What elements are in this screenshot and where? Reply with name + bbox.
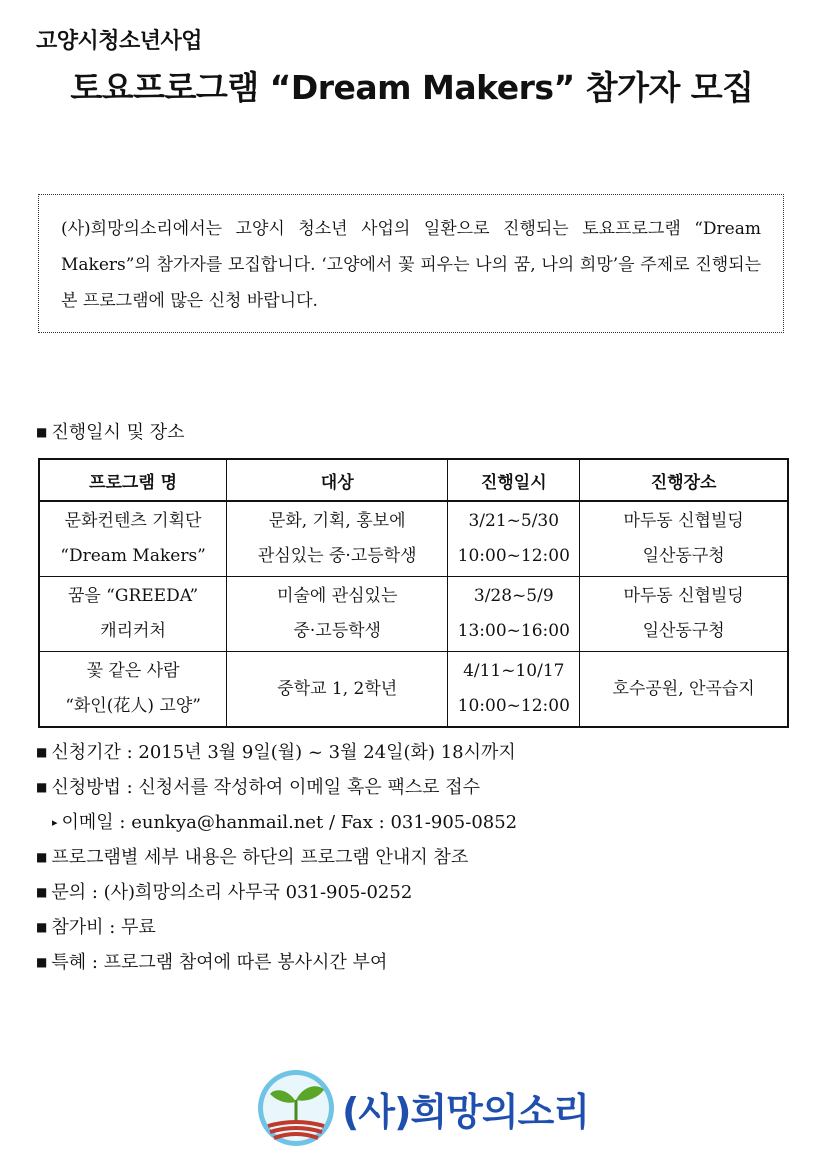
benefit-note: ■ 특혜 : 프로그램 참여에 따른 봉사시간 부여 — [36, 952, 388, 973]
square-bullet-icon: ■ — [36, 920, 48, 934]
datetime-cell: 3/28~5/9 13:00~16:00 — [448, 577, 580, 652]
schedule-table — [38, 458, 789, 728]
application-method: ■ 신청방법 : 신청서를 작성하여 이메일 혹은 팩스로 접수 — [36, 777, 480, 798]
col-header-place: 진행장소 — [580, 459, 788, 501]
square-bullet-icon: ■ — [36, 745, 48, 759]
inquiry-contact: ■ 문의 : (사)희망의소리 사무국 031-905-0252 — [36, 882, 413, 903]
program-name-cell: 문화컨텐츠 기획단 “Dream Makers” — [39, 501, 227, 577]
org-program-label: 고양시청소년사업 — [36, 29, 203, 54]
sprout-logo-icon — [256, 1068, 336, 1148]
square-bullet-icon: ■ — [36, 425, 48, 439]
application-period: ■ 신청기간 : 2015년 3월 9일(월) ~ 3월 24일(화) 18시까지 — [36, 742, 516, 763]
participation-fee: ■ 참가비 : 무료 — [36, 917, 156, 938]
triangle-bullet-icon: ▸ — [52, 816, 58, 829]
place-cell: 마두동 신협빌딩 일산동구청 — [580, 501, 788, 577]
square-bullet-icon: ■ — [36, 780, 48, 794]
document-title: 토요프로그램 “Dream Makers” 참가자 모집 — [70, 68, 754, 107]
schedule-section-label: ■ 진행일시 및 장소 — [36, 422, 185, 443]
datetime-cell: 4/11~10/17 10:00~12:00 — [448, 652, 580, 728]
target-cell: 중학교 1, 2학년 — [227, 652, 448, 728]
col-header-target: 대상 — [227, 459, 448, 501]
intro-box — [38, 194, 784, 333]
organization-name: (사)희망의소리 — [342, 1089, 589, 1134]
program-details-note: ■ 프로그램별 세부 내용은 하단의 프로그램 안내지 참조 — [36, 847, 469, 868]
organization-logo — [256, 1066, 589, 1150]
program-name-cell: 꽃 같은 사람 “화인(花人) 고양” — [39, 652, 227, 728]
target-cell: 문화, 기획, 홍보에 관심있는 중·고등학생 — [227, 501, 448, 577]
table-row — [39, 577, 788, 652]
target-cell: 미술에 관심있는 중·고등학생 — [227, 577, 448, 652]
table-header-row — [39, 459, 788, 501]
contact-email-fax: ▸ 이메일 : eunkya@hanmail.net / Fax : 031-905-0852 — [52, 812, 518, 833]
table-row — [39, 652, 788, 728]
square-bullet-icon: ■ — [36, 850, 48, 864]
program-name-cell: 꿈을 “GREEDA” 캐리커처 — [39, 577, 227, 652]
place-cell: 마두동 신협빌딩 일산동구청 — [580, 577, 788, 652]
datetime-cell: 3/21~5/30 10:00~12:00 — [448, 501, 580, 577]
square-bullet-icon: ■ — [36, 955, 48, 969]
place-cell: 호수공원, 안곡습지 — [580, 652, 788, 728]
square-bullet-icon: ■ — [36, 885, 48, 899]
col-header-program: 프로그램 명 — [39, 459, 227, 501]
table-row — [39, 501, 788, 577]
col-header-datetime: 진행일시 — [448, 459, 580, 501]
intro-text: (사)희망의소리에서는 고양시 청소년 사업의 일환으로 진행되는 토요프로그램 “Dream Makers”의 참가자를 모집합니다. ‘고양에서 꽃 피우는 나의 꿈, 나의 희망’을 주제로 진행되는 본 프로그램에 많은 신청 바랍니다. — [61, 219, 761, 311]
info-list — [36, 735, 517, 980]
